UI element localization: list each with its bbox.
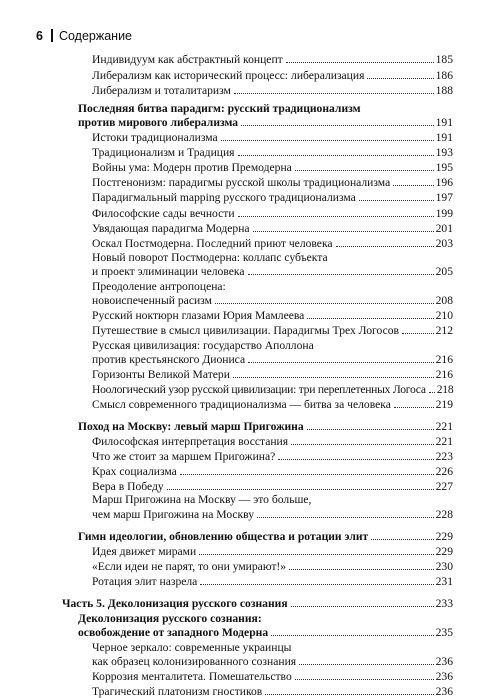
toc-entry-title: Ноологический узор русской цивилизации: три переплетенных Логоса	[92, 383, 426, 396]
toc-entry	[92, 450, 453, 463]
toc-page-number: 229	[435, 530, 453, 543]
toc-page-number: 221	[435, 435, 453, 448]
toc-page-number: 185	[435, 53, 453, 66]
toc-leader-dots	[286, 62, 434, 63]
toc-leader-dots	[238, 216, 434, 217]
toc-entry	[92, 575, 453, 588]
toc-page-number: 216	[435, 368, 453, 381]
toc-page-number: 191	[435, 131, 453, 144]
toc-entry-title: Трагический платонизм гностиков	[92, 685, 263, 698]
toc-page-number: 196	[435, 176, 453, 189]
toc-leader-dots	[167, 489, 434, 490]
toc-page-number: 205	[435, 265, 453, 278]
toc-entry-line1: Черное зеркало: современные украинцы	[92, 641, 292, 654]
toc-entry	[92, 69, 453, 82]
toc-entry-title: Постгенонизм: парадигмы русской школы традиционализма	[92, 176, 391, 189]
toc-leader-dots	[394, 407, 434, 408]
toc-entry	[92, 435, 453, 448]
toc-leader-dots	[393, 185, 433, 186]
toc-entry	[92, 545, 453, 558]
toc-entry-title: Философская интерпретация восстания	[92, 435, 289, 448]
toc-entry-line1: Преодоление антропоцена:	[92, 280, 226, 293]
toc-entry	[92, 207, 453, 220]
section-heading	[78, 626, 453, 639]
toc-entry-title: Коррозия менталитета. Помешательство	[92, 670, 292, 683]
toc-entry	[92, 176, 453, 189]
section-heading	[78, 530, 453, 543]
toc-leader-dots	[215, 303, 434, 304]
section-heading-title: освобождение от западного Модерна	[78, 626, 269, 639]
toc-page-number: 223	[435, 450, 453, 463]
toc-leader-dots	[429, 392, 435, 393]
toc-page-number: 216	[435, 353, 453, 366]
toc-leader-dots	[238, 155, 434, 156]
toc-page-number: 193	[435, 146, 453, 159]
toc-leader-dots	[307, 429, 434, 430]
toc-entry-title: чем марш Пригожина на Москву	[92, 508, 255, 521]
toc-page-number: 212	[435, 324, 453, 337]
toc-leader-dots	[248, 274, 434, 275]
toc-page-number: 208	[435, 294, 453, 307]
toc-page-number: 233	[435, 597, 453, 610]
section-heading	[78, 420, 453, 433]
toc-entry-title: Войны ума: Модерн против Премодерна	[92, 161, 292, 174]
toc-entry-title: как образец колонизированного сознания	[92, 655, 297, 668]
toc-entry-title: Парадигмальный mapping русского традиционализма	[92, 191, 356, 204]
page-number: 6	[36, 29, 43, 43]
toc-leader-dots	[234, 93, 434, 94]
toc-leader-dots	[291, 444, 434, 445]
toc-entry-title: Ротация элит назрела	[92, 575, 198, 588]
toc-entry-title: Что же стоит за маршем Пригожина?	[92, 450, 276, 463]
toc-entry-title: «Если идеи не парят, то они умирают!»	[92, 560, 287, 573]
toc-leader-dots	[371, 539, 433, 540]
toc-entry-title: Путешествие в смысл цивилизации. Парадигмы Трех Логосов	[92, 324, 400, 337]
running-header	[36, 29, 132, 43]
toc-entry	[92, 480, 453, 493]
toc-page-number: 210	[435, 309, 453, 322]
toc-leader-dots	[336, 246, 434, 247]
toc-entry-line1: Марш Пригожина на Москву — это больше,	[92, 493, 312, 506]
section-heading-title: Поход на Москву: левый марш Пригожина	[78, 420, 304, 433]
toc-entry	[92, 131, 453, 144]
toc-leader-dots	[241, 125, 434, 126]
toc-entry-title: Оскал Постмодерна. Последний приют человека	[92, 237, 333, 250]
toc-entry	[92, 465, 453, 478]
toc-entry	[92, 655, 453, 668]
toc-leader-dots	[402, 333, 434, 334]
toc-entry-title: против крестьянского Диониса	[92, 353, 246, 366]
section-heading-line1: Последняя битва парадигм: русский традиционализм	[78, 102, 361, 115]
toc-leader-dots	[367, 78, 433, 79]
toc-leader-dots	[271, 635, 433, 636]
toc-entry-line1: Русская цивилизация: государство Аполлона	[92, 339, 314, 352]
toc-entry	[92, 84, 453, 97]
part-heading-title: Часть 5. Деколонизация русского сознания	[62, 597, 288, 610]
toc-page-number: 229	[435, 545, 453, 558]
toc-leader-dots	[299, 664, 434, 665]
section-heading-title: против мирового либерализма	[78, 116, 239, 129]
toc-entry-title: и проект элиминации человека	[92, 265, 245, 278]
toc-page-number: 231	[435, 575, 453, 588]
toc-leader-dots	[307, 318, 433, 319]
header-separator	[51, 29, 53, 42]
toc-entry-title: Горизонты Великой Матери	[92, 368, 230, 381]
toc-entry	[92, 383, 453, 396]
toc-page-number: 235	[435, 626, 453, 639]
toc-page-number: 226	[435, 465, 453, 478]
toc-page-number: 221	[435, 420, 453, 433]
toc-entry-title: Философские сады вечности	[92, 207, 235, 220]
toc-page-number: 201	[435, 222, 453, 235]
toc-page-number: 195	[435, 161, 453, 174]
toc-entry-line1: Новый поворот Постмодерна: коллапс субъекта	[92, 251, 328, 264]
toc-entry	[92, 146, 453, 159]
toc-entry	[92, 324, 453, 337]
toc-entry-title: Идея движет мирами	[92, 545, 197, 558]
toc-entry	[92, 222, 453, 235]
section-heading-line1: Деколонизация русского сознания:	[78, 612, 262, 625]
toc-page-number: 219	[435, 398, 453, 411]
toc-entry	[92, 368, 453, 381]
toc-entry	[92, 191, 453, 204]
toc-page-number: 230	[435, 560, 453, 573]
toc-leader-dots	[265, 694, 433, 695]
toc-page-number: 236	[435, 685, 453, 698]
toc-page-number: 191	[435, 116, 453, 129]
toc-leader-dots	[291, 606, 434, 607]
toc-leader-dots	[278, 459, 433, 460]
section-heading	[78, 116, 453, 129]
toc-entry-title: Либерализм и тоталитаризм	[92, 84, 231, 97]
toc-leader-dots	[221, 140, 434, 141]
toc-page-number: 218	[436, 383, 454, 396]
toc-entry-title: Традиционализм и Традиция	[92, 146, 235, 159]
toc-leader-dots	[295, 170, 434, 171]
toc-page-number: 199	[435, 207, 453, 220]
toc-page-number: 227	[435, 480, 453, 493]
toc-leader-dots	[295, 679, 434, 680]
toc-leader-dots	[359, 200, 434, 201]
toc-entry-title: Русский ноктюрн глазами Юрия Мамлеева	[92, 309, 305, 322]
toc-entry	[92, 353, 453, 366]
toc-entry-title: Вера в Победу	[92, 480, 164, 493]
part-heading	[62, 597, 453, 610]
toc-entry	[92, 309, 453, 322]
toc-page-number: 188	[435, 84, 453, 97]
toc-entry	[92, 294, 453, 307]
toc-entry	[92, 560, 453, 573]
toc-entry-title: Увядающая парадигма Модерна	[92, 222, 250, 235]
toc-entry-title: Истоки традиционализма	[92, 131, 218, 144]
toc-leader-dots	[253, 231, 434, 232]
toc-entry	[92, 265, 453, 278]
toc-page-number: 203	[435, 237, 453, 250]
toc-entry-title: новоиспеченный расизм	[92, 294, 212, 307]
toc-page-number: 186	[435, 69, 453, 82]
toc-leader-dots	[233, 377, 434, 378]
toc-entry	[92, 685, 453, 698]
toc-leader-dots	[289, 569, 434, 570]
toc-entry	[92, 398, 453, 411]
toc-leader-dots	[199, 554, 433, 555]
toc-entry-title: Крах социализма	[92, 465, 177, 478]
toc-page-number: 228	[435, 508, 453, 521]
toc-leader-dots	[200, 584, 433, 585]
toc-leader-dots	[180, 474, 434, 475]
toc-entry	[92, 161, 453, 174]
toc-page-number: 197	[435, 191, 453, 204]
toc-entry	[92, 237, 453, 250]
toc-entry-title: Либерализм как исторический процесс: либерализация	[92, 69, 365, 82]
section-heading-title: Гимн идеологии, обновлению общества и ротации элит	[78, 530, 369, 543]
toc-entry-title: Индивидуум как абстрактный концепт	[92, 53, 283, 66]
toc-entry-title: Смысл современного традиционализма — битва за человека	[92, 398, 391, 411]
toc-page-number: 236	[435, 655, 453, 668]
toc-entry	[92, 508, 453, 521]
toc-entry	[92, 670, 453, 683]
toc-page-number: 236	[435, 670, 453, 683]
header-section-title: Содержание	[58, 29, 133, 43]
toc-leader-dots	[248, 362, 434, 363]
toc-leader-dots	[257, 517, 434, 518]
toc-entry	[92, 53, 453, 66]
